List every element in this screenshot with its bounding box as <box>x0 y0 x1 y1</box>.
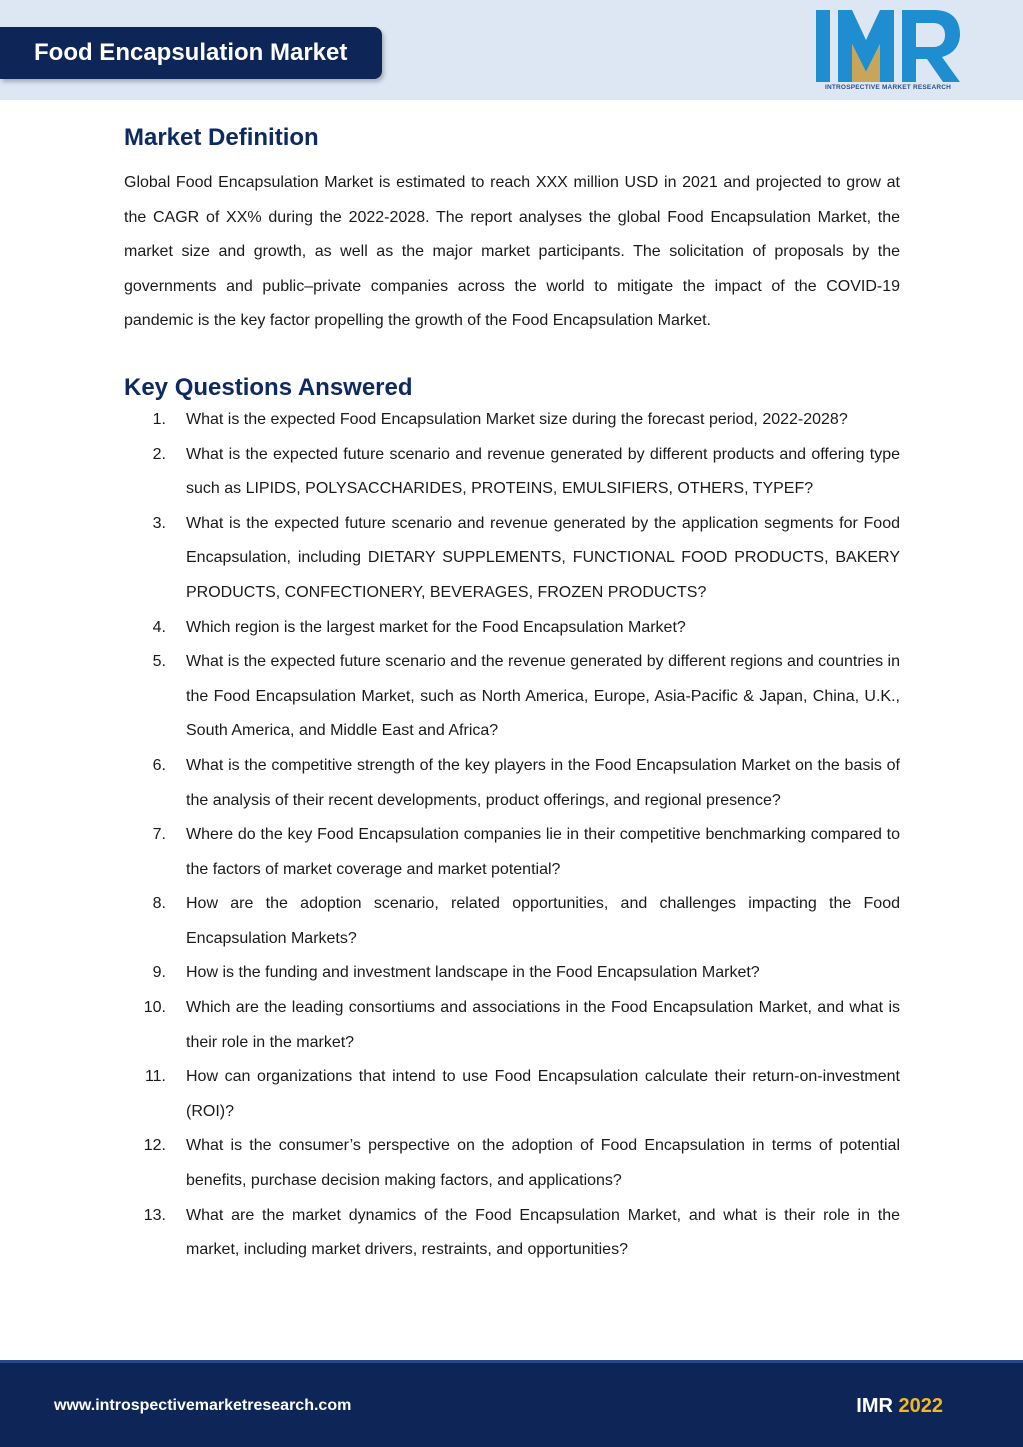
question-number: 11. <box>144 1068 166 1086</box>
question-item <box>124 818 900 887</box>
question-item <box>124 1060 900 1129</box>
question-number: 3. <box>152 514 166 532</box>
question-item <box>124 1129 900 1198</box>
question-number: 6. <box>152 756 166 774</box>
question-text: What is the expected future scenario and the revenue generated by different regions and countries in the Food Encapsulation Market, such as North America, Europe, Asia-Pacific & Japan, China, U.K., South America, and Middle East and Africa? <box>186 653 900 740</box>
footer-brand-name: IMR <box>856 1395 893 1417</box>
question-text: Which are the leading consortiums and associations in the Food Encapsulation Market, and what is their role in the market? <box>186 999 900 1051</box>
question-text: What is the expected future scenario and revenue generated by different products and offering type such as LIPIDS, POLYSACCHARIDES, PROTEINS, EMULSIFIERS, OTHERS, TYPEF? <box>186 445 900 498</box>
question-number: 9. <box>152 964 166 982</box>
question-text: How are the adoption scenario, related opportunities, and challenges impacting the Food Encapsulation Markets? <box>186 895 900 947</box>
question-number: 12. <box>143 1137 166 1155</box>
question-number: 2. <box>152 445 166 463</box>
question-item <box>124 611 900 646</box>
footer-year: 2022 <box>898 1395 943 1417</box>
question-number: 5. <box>152 653 166 671</box>
page-content <box>124 124 900 1268</box>
question-item <box>124 403 900 438</box>
question-number: 7. <box>152 826 166 844</box>
question-item <box>124 438 900 507</box>
market-definition-heading: Market Definition <box>124 124 319 151</box>
question-text: What is the expected Food Encapsulation Market size during the forecast period, 2022-2028? <box>186 410 848 428</box>
question-text: What is the competitive strength of the key players in the Food Encapsulation Market on the basis of the analysis of their recent developments, product offerings, and regional presence? <box>186 756 900 809</box>
question-text: Which region is the largest market for the Food Encapsulation Market? <box>186 618 686 636</box>
question-number: 4. <box>152 618 166 636</box>
question-text: What are the market dynamics of the Food Encapsulation Market, and what is their role in the market, including market drivers, restraints, and opportunities? <box>186 1206 900 1259</box>
footer-bar <box>0 1360 1023 1447</box>
question-text: How can organizations that intend to use Food Encapsulation calculate their return-on-investment (ROI)? <box>186 1068 900 1120</box>
question-item <box>124 956 900 991</box>
question-number: 13. <box>143 1206 166 1224</box>
footer-brand <box>856 1395 943 1418</box>
question-item <box>124 991 900 1060</box>
question-text: What is the expected future scenario and revenue generated by the application segments for Food Encapsulation, including DIETARY SUPPLEMENTS, FUNCTIONAL FOOD PRODUCTS, BAKERY PRODUCTS, CONFECTIONERY, BEVERAGES, FROZEN PRODUCTS? <box>186 514 900 601</box>
question-item <box>124 1199 900 1268</box>
market-definition-body: Global Food Encapsulation Market is estimated to reach XXX million USD in 2021 and projected to grow at the CAGR of XX% during the 2022-2028. The report analyses the global Food Encapsulation Market, the market size and growth, as well as the major market participants. The solicitation of proposals by the governments and public–private companies across the world to mitigate the impact of the COVID-19 pandemic is the key factor propelling the growth of the Food Encapsulation Market. <box>124 174 900 330</box>
question-text: How is the funding and investment landscape in the Food Encapsulation Market? <box>186 964 760 982</box>
question-item <box>124 749 900 818</box>
question-item <box>124 645 900 749</box>
question-item <box>124 507 900 611</box>
document-title: Food Encapsulation Market <box>0 27 382 79</box>
key-questions-heading: Key Questions Answered <box>124 373 413 401</box>
logo-tagline: INTROSPECTIVE MARKET RESEARCH <box>824 84 952 91</box>
question-number: 10. <box>143 999 166 1017</box>
website-link[interactable]: www.introspectivemarketresearch.com <box>54 1397 352 1414</box>
key-questions-list <box>124 403 900 1268</box>
question-number: 1. <box>152 410 166 428</box>
imr-logo <box>814 10 962 94</box>
question-text: Where do the key Food Encapsulation companies lie in their competitive benchmarking compared to the factors of market coverage and market potential? <box>186 826 900 878</box>
question-number: 8. <box>152 895 166 913</box>
question-item <box>124 887 900 956</box>
question-text: What is the consumer’s perspective on the adoption of Food Encapsulation in terms of potential benefits, purchase decision making factors, and applications? <box>186 1137 900 1190</box>
